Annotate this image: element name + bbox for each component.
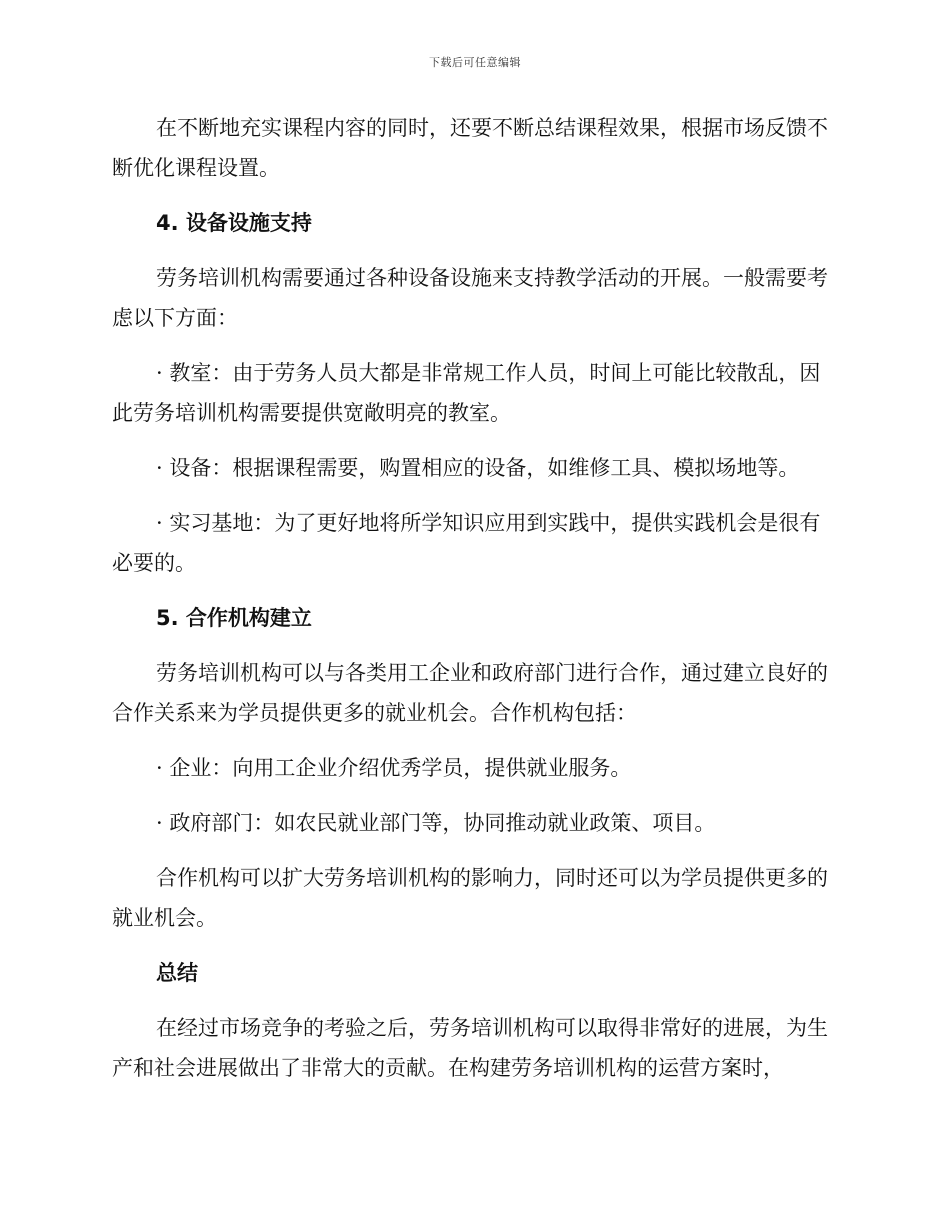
list-item-equipment: · 设备：根据课程需要，购置相应的设备，如维修工具、模拟场地等。	[156, 456, 800, 480]
list-item-government: · 政府部门：如农民就业部门等，协同推动就业政策、项目。	[156, 811, 716, 835]
section-heading-equipment: 4. 设备设施支持	[156, 211, 312, 235]
paragraph-course-optimization: 在不断地充实课程内容的同时，还要不断总结课程效果，根据市场反馈不断优化课程设置。	[112, 116, 828, 180]
document-body	[112, 108, 832, 1103]
paragraph-summary: 在经过市场竞争的考验之后，劳务培训机构可以取得非常好的进展，为生产和社会进展做出了非常大的贡献。在构建劳务培训机构的运营方案时，	[112, 1016, 828, 1080]
paragraph-partnership-intro: 劳务培训机构可以与各类用工企业和政府部门进行合作，通过建立良好的合作关系来为学员提供更多的就业机会。合作机构包括：	[112, 661, 828, 725]
list-item-internship-base: · 实习基地：为了更好地将所学知识应用到实践中，提供实践机会是很有必要的。	[112, 511, 821, 575]
list-item-classroom: · 教室：由于劳务人员大都是非常规工作人员，时间上可能比较散乱，因此劳务培训机构需要提供宽敞明亮的教室。	[112, 361, 821, 425]
section-heading-summary: 总结	[156, 961, 198, 985]
page-header: 下载后可任意编辑	[429, 56, 521, 69]
paragraph-partnership-benefit: 合作机构可以扩大劳务培训机构的影响力，同时还可以为学员提供更多的就业机会。	[112, 866, 828, 930]
section-heading-partnership: 5. 合作机构建立	[156, 606, 312, 630]
list-item-enterprise: · 企业：向用工企业介绍优秀学员，提供就业服务。	[156, 756, 632, 780]
paragraph-equipment-intro: 劳务培训机构需要通过各种设备设施来支持教学活动的开展。一般需要考虑以下方面：	[112, 266, 828, 330]
